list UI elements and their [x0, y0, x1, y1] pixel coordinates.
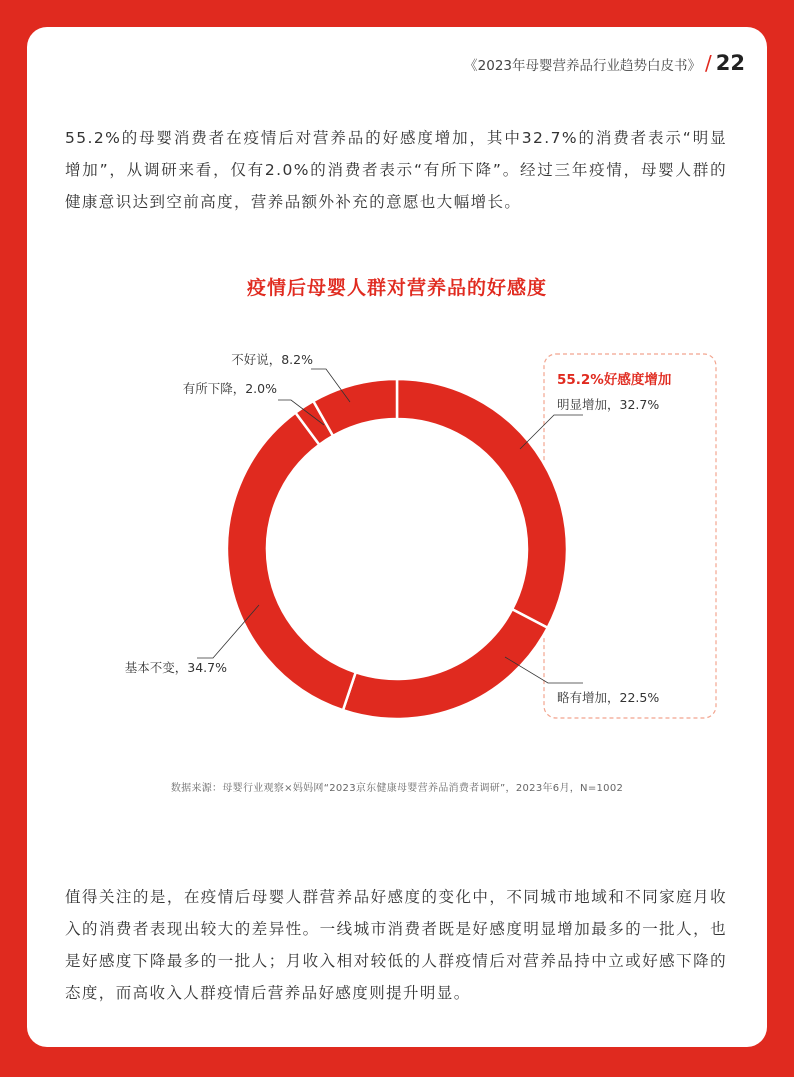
- slice-significant-increase: [397, 379, 567, 628]
- header-divider: /: [705, 51, 712, 75]
- label-decreased: 有所下降，2.0%: [182, 381, 277, 396]
- closing-paragraph: 值得关注的是，在疫情后母婴人群营养品好感度的变化中，不同城市地域和不同家庭月收入的消费者表现出较大的差异性。一线城市消费者既是好感度明显增加最多的一批人，也是好感度下降最多的一批人；月收入相对较低的人群疫情后对营养品持中立或好感下降的态度，而高收入人群疫情后营养品好感度则提升明显。: [65, 888, 727, 1002]
- report-title: 《2023年母婴营养品行业趋势白皮书》: [464, 58, 702, 74]
- chart-title: 疫情后母婴人群对营养品的好感度: [246, 277, 547, 299]
- label-unchanged: 基本不变，34.7%: [124, 660, 227, 675]
- page-number: 22: [715, 51, 745, 75]
- label-unsure: 不好说，8.2%: [231, 352, 313, 367]
- intro-paragraph: 55.2%的母婴消费者在疫情后对营养品的好感度增加，其中32.7%的消费者表示“明显增加”，从调研来看，仅有2.0%的消费者表示“有所下降”。经过三年疫情，母婴人群的健康意识达到空前高度，营养品额外补充的意愿也大幅增长。: [65, 129, 727, 211]
- donut-slices: [227, 379, 567, 719]
- label-significant-increase: 明显增加，32.7%: [557, 397, 660, 412]
- increase-group-title: 55.2%好感度增加: [557, 372, 672, 388]
- label-slight-increase: 略有增加，22.5%: [557, 690, 660, 705]
- report-page: [27, 27, 767, 1047]
- source-note: 数据来源：母婴行业观察×妈妈网“2023京东健康母婴营养品消费者调研”，2023年6月，N=1002: [170, 783, 624, 794]
- slice-unchanged: [227, 413, 356, 711]
